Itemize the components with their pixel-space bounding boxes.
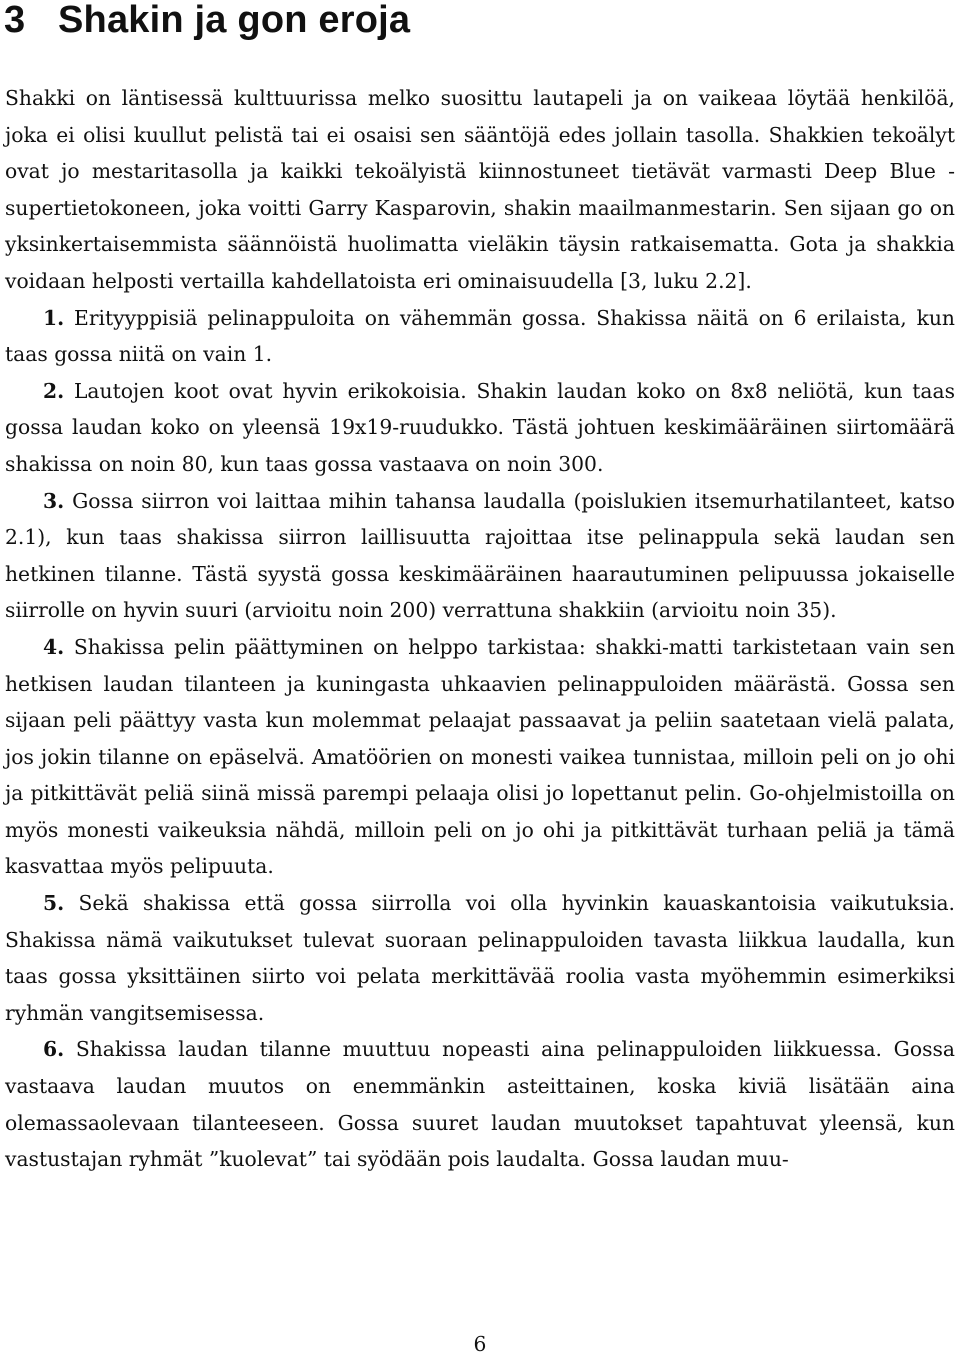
list-item-text: Shakissa laudan tilanne muuttuu nopeasti aina pelinappuloiden liikkuessa. Gossa vastaava laudan muutos on enemmänkin asteittainen, koska kiviä lisätään aina olemassaolevaan tilanteeseen. Gossa suuret laudan muutokset tapahtuvat yleensä, kun vastustajan ryhmät ”kuolevat” tai syödään pois laudalta. Gossa laudan muu-: [5, 1037, 955, 1172]
section-heading: [4, 0, 410, 40]
list-item-text: Shakissa pelin päättyminen on helppo tarkistaa: shakki-matti tarkistetaan vain sen hetkisen laudan tilanteen ja kuningasta uhkaavien pelinappuloiden määrästä. Gossa sen sijaan peli päättyy vasta kun molemmat pelaajat passaavat ja peliin saatetaan vielä palata, jos jokin tilanne on epäselvä. Amatöörien on monesti vaikea tunnistaa, milloin peli on jo ohi ja pitkittävät peliä siinä missä parempi pelaaja olisi jo lopettanut pelin. Go-ohjelmistoilla on myös monesti vaikeuksia nähdä, milloin peli on jo ohi ja pitkittävät turhaan peliä ja tämä kasvattaa myös pelipuuta.: [5, 634, 955, 879]
list-item-text: Lautojen koot ovat hyvin erikokoisia. Shakin laudan koko on 8x8 neliötä, kun taas gossa laudan koko on yleensä 19x19-ruudukko. Tästä johtuen keskimääräinen siirtomäärä shakissa on noin 80, kun taas gossa vastaava on noin 300.: [5, 378, 955, 476]
list-item-text: Erityyppisiä pelinappuloita on vähemmän gossa. Shakissa näitä on 6 erilaista, kun taas gossa niitä on vain 1.: [5, 305, 955, 367]
list-item: [5, 373, 955, 483]
list-item-number: 5.: [43, 891, 65, 916]
list-item: [5, 629, 955, 885]
page-number: 6: [473, 1332, 487, 1356]
list-item-text: Gossa siirron voi laittaa mihin tahansa laudalla (poislukien itsemurhatilanteet, katso 2.1), kun taas shakissa siirron laillisuutta rajoittaa itse pelinappula sekä laudan sen hetkinen tilanne. Tästä syystä gossa keskimääräinen haarautuminen pelipuussa jokaiselle siirrolle on hyvin suuri (arvioitu noin 200) verrattuna shakkiin (arvioitu noin 35).: [5, 488, 956, 623]
list-item-number: 6.: [43, 1037, 65, 1062]
list-item: [5, 885, 955, 1031]
list-item-number: 1.: [43, 305, 65, 330]
list-item-number: 3.: [43, 488, 65, 513]
list-item: [5, 483, 955, 629]
intro-paragraph: Shakki on läntisessä kulttuurissa melko suosittu lautapeli ja on vaikeaa löytää henkilöä, joka ei olisi kuullut pelistä tai ei osaisi sen sääntöjä edes jollain tasolla. Shakkien tekoälyt ovat jo mestaritasolla ja kaikki tekoälyistä kiinnostuneet tietävät varmasti Deep Blue -supertietokoneen, joka voitti Garry Kasparovin, shakin maailmanmestarin. Sen sijaan go on yksinkertaisemmista säännöistä huolimatta vieläkin täysin ratkaisematta. Gota ja shakkia voidaan helposti vertailla kahdellatoista eri ominaisuudella [3, luku 2.2].: [5, 86, 955, 293]
section-title: Shakin ja gon eroja: [58, 0, 411, 41]
list-item-number: 4.: [43, 634, 65, 659]
list-item-text: Sekä shakissa että gossa siirrolla voi olla hyvinkin kauaskantoisia vaikutuksia. Shakissa nämä vaikutukset tulevat suoraan pelinappuloiden tavasta liikkua laudalla, kun taas gossa yksittäinen siirto voi pelata merkittävää roolia vasta myöhemmin esimerkiksi ryhmän vangitsemisessa.: [5, 891, 955, 1025]
body-text: [5, 80, 955, 1178]
section-number: 3: [4, 0, 26, 41]
list-item-number: 2.: [43, 378, 65, 403]
list-item: [5, 300, 955, 373]
list-item: [5, 1031, 955, 1177]
